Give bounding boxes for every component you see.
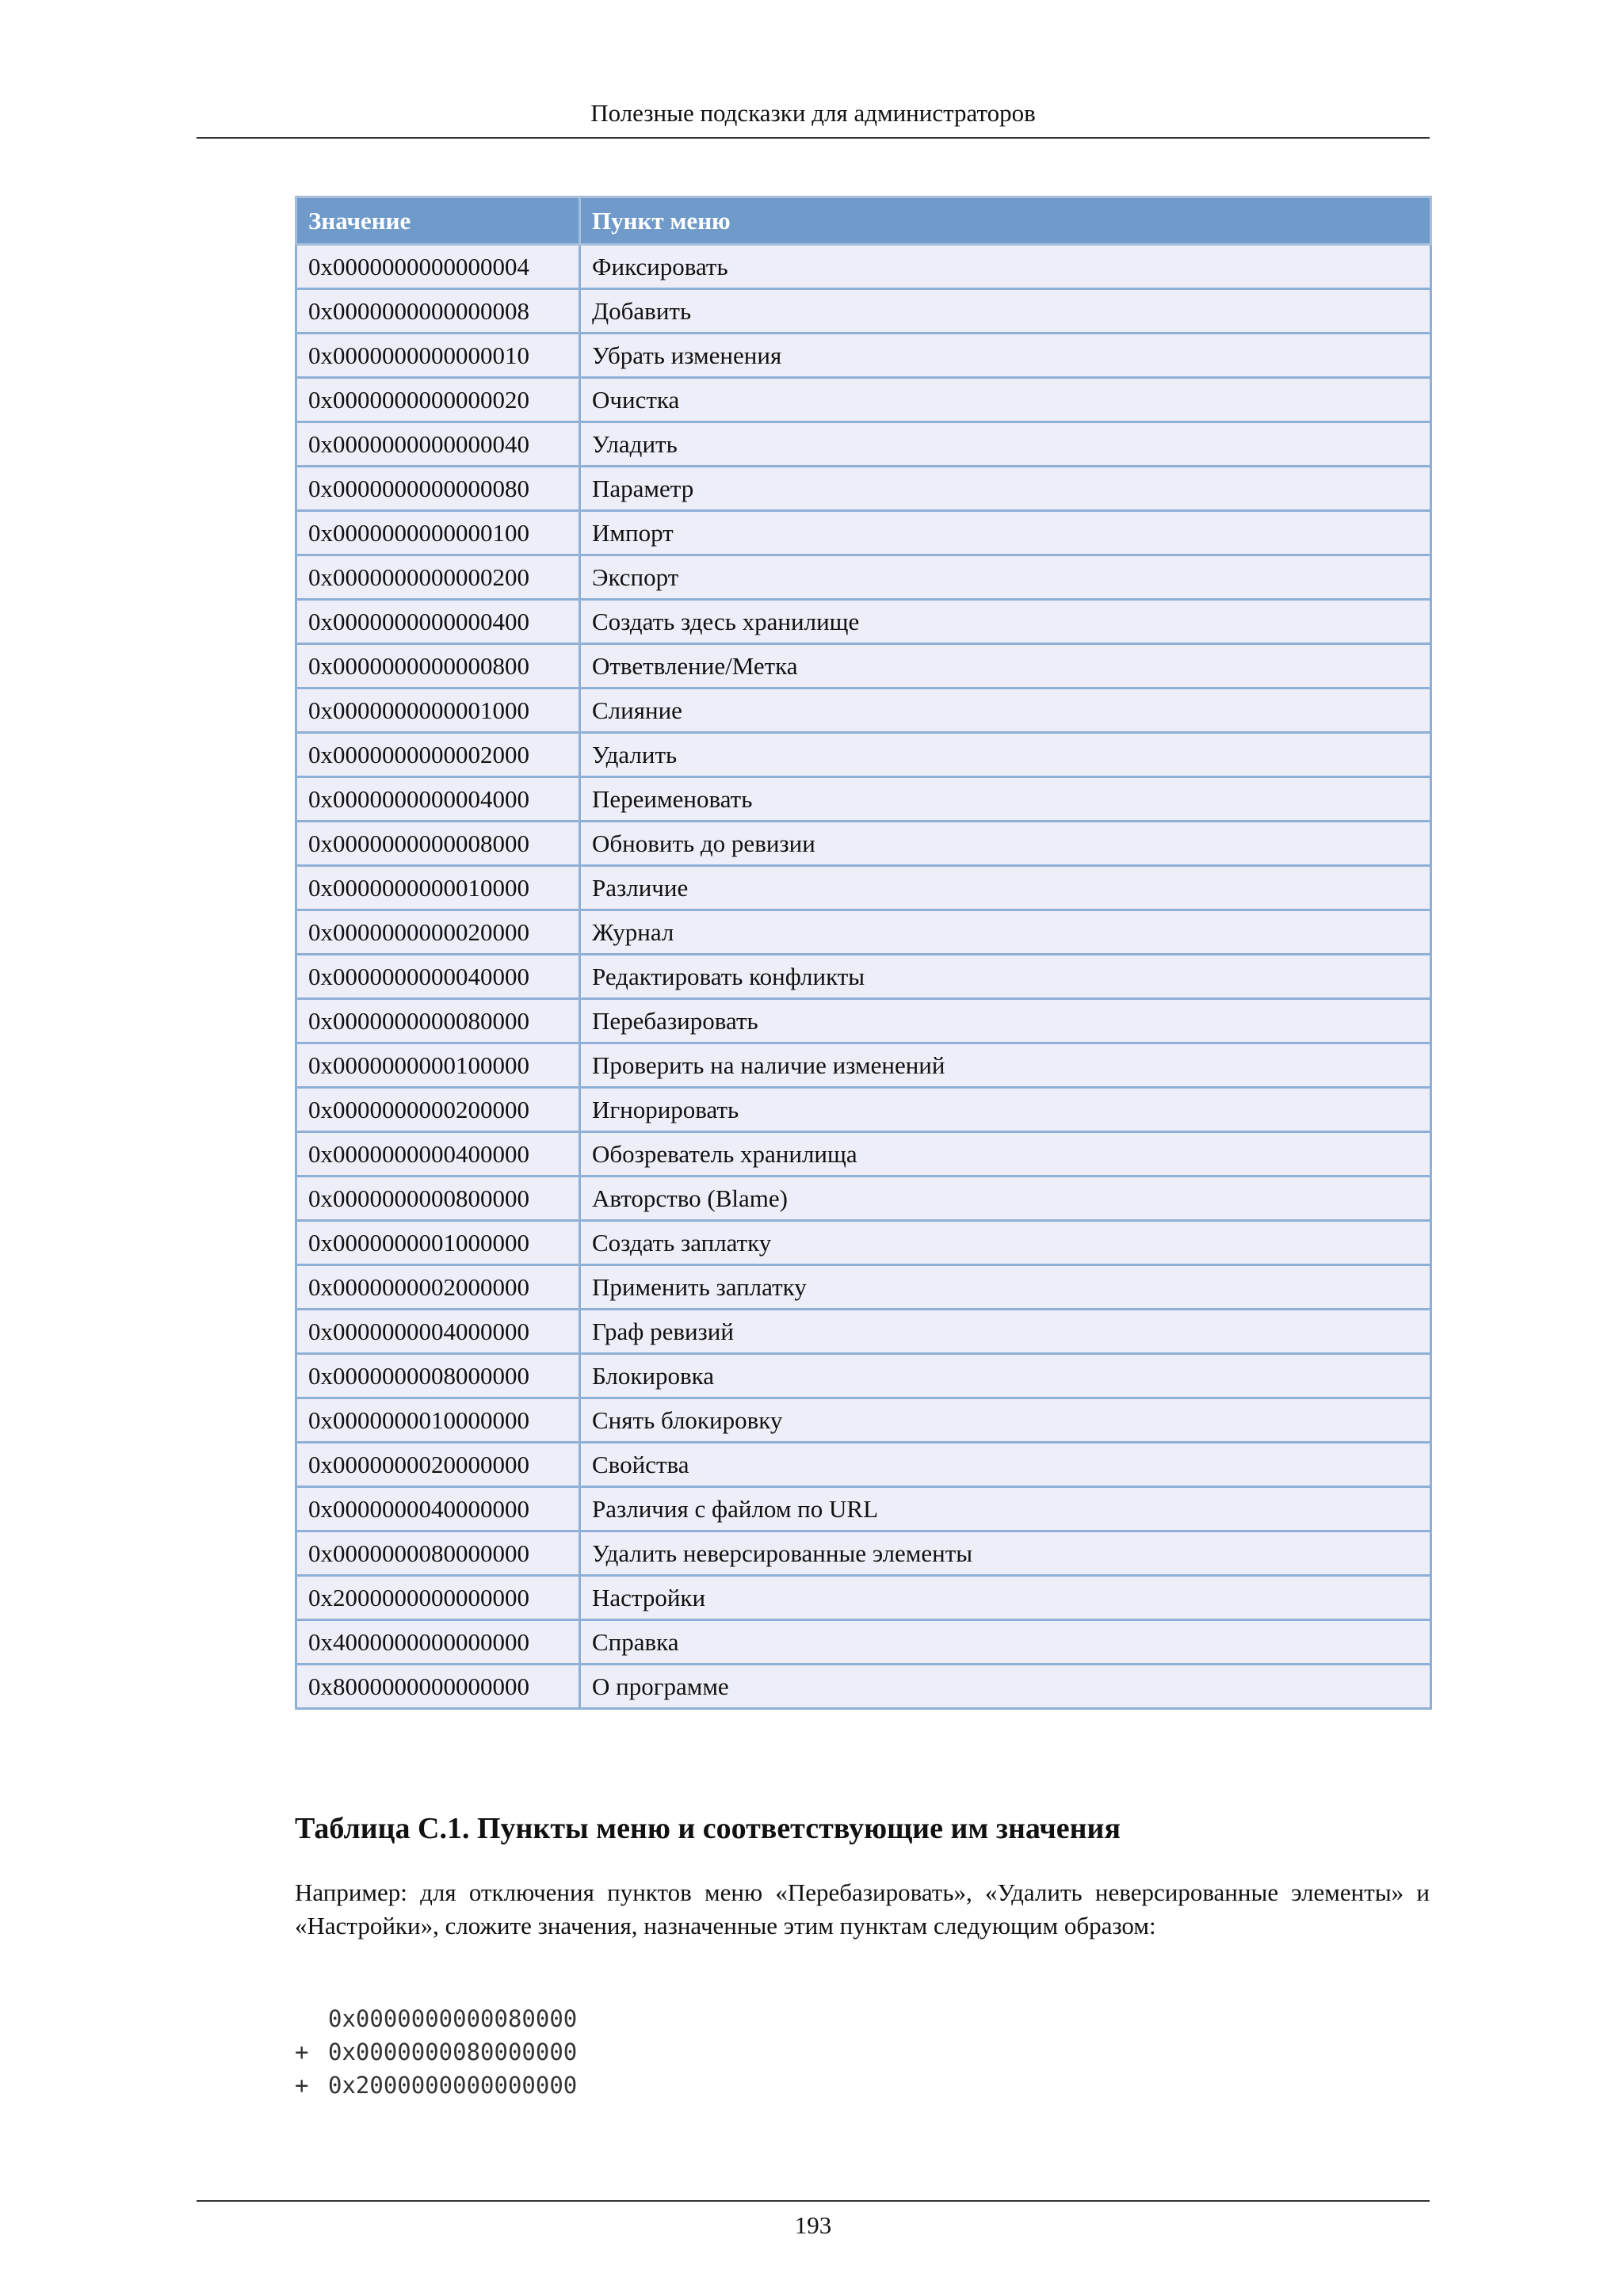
value-cell: 0x0000000000040000 <box>296 955 580 999</box>
column-header-value: Значение <box>296 197 580 245</box>
value-cell: 0x0000000000800000 <box>296 1177 580 1221</box>
menu-item-cell: Очистка <box>580 378 1431 422</box>
table-row <box>296 1398 1431 1443</box>
menu-item-cell: Журнал <box>580 910 1431 955</box>
menu-item-cell: Перебазировать <box>580 999 1431 1043</box>
menu-values-table <box>295 196 1432 1710</box>
value-cell: 0x0000000004000000 <box>296 1310 580 1354</box>
menu-item-cell: Различия с файлом по URL <box>580 1487 1431 1531</box>
menu-item-cell: Проверить на наличие изменений <box>580 1043 1431 1088</box>
table-row <box>296 1665 1431 1709</box>
table-row <box>296 777 1431 822</box>
header-divider <box>197 137 1430 139</box>
value-cell: 0x0000000000400000 <box>296 1132 580 1177</box>
table-row <box>296 1443 1431 1487</box>
menu-item-cell: Создать здесь хранилище <box>580 600 1431 644</box>
menu-item-cell: Импорт <box>580 511 1431 555</box>
table-row <box>296 1576 1431 1620</box>
value-cell: 0x0000000000000800 <box>296 644 580 688</box>
menu-item-cell: Снять блокировку <box>580 1398 1431 1443</box>
table-row <box>296 511 1431 555</box>
table-row <box>296 1265 1431 1310</box>
menu-item-cell: Уладить <box>580 422 1431 467</box>
value-cell: 0x0000000008000000 <box>296 1354 580 1398</box>
menu-item-cell: Экспорт <box>580 555 1431 600</box>
value-cell: 0x0000000000000040 <box>296 422 580 467</box>
menu-item-cell: Слияние <box>580 688 1431 733</box>
code-line <box>295 2069 577 2102</box>
table-row <box>296 555 1431 600</box>
table-row <box>296 334 1431 378</box>
page-number: 193 <box>794 2211 832 2239</box>
table-row <box>296 1354 1431 1398</box>
menu-item-cell: Создать заплатку <box>580 1221 1431 1265</box>
value-cell: 0x0000000000000400 <box>296 600 580 644</box>
menu-item-cell: О программе <box>580 1665 1431 1709</box>
menu-item-cell: Настройки <box>580 1576 1431 1620</box>
value-cell: 0x0000000000001000 <box>296 688 580 733</box>
value-cell: 0x0000000000000020 <box>296 378 580 422</box>
table-row <box>296 600 1431 644</box>
table-row <box>296 1487 1431 1531</box>
value-cell: 0x0000000000000080 <box>296 467 580 511</box>
code-example <box>295 2002 577 2102</box>
code-value: 0x0000000080000000 <box>328 2039 578 2065</box>
menu-item-cell: Убрать изменения <box>580 334 1431 378</box>
value-cell: 0x0000000000020000 <box>296 910 580 955</box>
table-header-row <box>296 197 1431 245</box>
code-operator: + <box>295 2039 309 2065</box>
menu-item-cell: Справка <box>580 1620 1431 1665</box>
menu-item-cell: Удалить неверсированные элементы <box>580 1531 1431 1576</box>
menu-item-cell: Удалить <box>580 733 1431 777</box>
footer-divider <box>197 2200 1430 2202</box>
value-cell: 0x0000000000008000 <box>296 822 580 866</box>
table-caption: Таблица C.1. Пункты меню и соответствующие им значения <box>295 1812 1121 1845</box>
code-value: 0x2000000000000000 <box>328 2072 578 2099</box>
menu-item-cell: Авторство (Blame) <box>580 1177 1431 1221</box>
value-cell: 0x0000000001000000 <box>296 1221 580 1265</box>
table-row <box>296 378 1431 422</box>
table-row <box>296 910 1431 955</box>
menu-item-cell: Фиксировать <box>580 245 1431 289</box>
menu-item-cell: Блокировка <box>580 1354 1431 1398</box>
table-row <box>296 955 1431 999</box>
table-row <box>296 1132 1431 1177</box>
menu-item-cell: Различие <box>580 866 1431 910</box>
menu-item-cell: Ответвление/Метка <box>580 644 1431 688</box>
value-cell: 0x0000000000000004 <box>296 245 580 289</box>
value-cell: 0x0000000000000010 <box>296 334 580 378</box>
table-row <box>296 822 1431 866</box>
value-cell: 0x0000000000200000 <box>296 1088 580 1132</box>
menu-item-cell: Параметр <box>580 467 1431 511</box>
menu-item-cell: Граф ревизий <box>580 1310 1431 1354</box>
menu-item-cell: Обновить до ревизии <box>580 822 1431 866</box>
value-cell: 0x4000000000000000 <box>296 1620 580 1665</box>
table-row <box>296 688 1431 733</box>
table-row <box>296 422 1431 467</box>
table-row <box>296 245 1431 289</box>
menu-item-cell: Обозреватель хранилища <box>580 1132 1431 1177</box>
value-cell: 0x0000000020000000 <box>296 1443 580 1487</box>
table-row <box>296 289 1431 334</box>
example-paragraph: Например: для отключения пунктов меню «Перебазировать», «Удалить неверсированные элементы» и «Настройки», сложите значения, назначенные этим пунктам следующим образом: <box>295 1878 1430 1939</box>
table-body <box>296 245 1431 1709</box>
value-cell: 0x0000000000010000 <box>296 866 580 910</box>
value-cell: 0x0000000000002000 <box>296 733 580 777</box>
table-row <box>296 1310 1431 1354</box>
running-header: Полезные подсказки для администраторов <box>590 99 1036 127</box>
value-cell: 0x0000000010000000 <box>296 1398 580 1443</box>
value-cell: 0x0000000000000008 <box>296 289 580 334</box>
value-cell: 0x2000000000000000 <box>296 1576 580 1620</box>
table-row <box>296 1531 1431 1576</box>
table-row <box>296 1620 1431 1665</box>
value-cell: 0x0000000000100000 <box>296 1043 580 1088</box>
table-row <box>296 866 1431 910</box>
value-cell: 0x0000000040000000 <box>296 1487 580 1531</box>
menu-item-cell: Переименовать <box>580 777 1431 822</box>
value-cell: 0x0000000000004000 <box>296 777 580 822</box>
value-cell: 0x0000000080000000 <box>296 1531 580 1576</box>
value-cell: 0x0000000000000200 <box>296 555 580 600</box>
table-row <box>296 733 1431 777</box>
value-cell: 0x8000000000000000 <box>296 1665 580 1709</box>
table-row <box>296 1043 1431 1088</box>
menu-item-cell: Добавить <box>580 289 1431 334</box>
menu-item-cell: Применить заплатку <box>580 1265 1431 1310</box>
table-row <box>296 644 1431 688</box>
value-cell: 0x0000000002000000 <box>296 1265 580 1310</box>
table-row <box>296 1221 1431 1265</box>
table-row <box>296 1177 1431 1221</box>
value-cell: 0x0000000000000100 <box>296 511 580 555</box>
menu-item-cell: Редактировать конфликты <box>580 955 1431 999</box>
code-operator: + <box>295 2072 309 2099</box>
menu-item-cell: Свойства <box>580 1443 1431 1487</box>
column-header-menu-item: Пункт меню <box>580 197 1431 245</box>
table-row <box>296 999 1431 1043</box>
table-row <box>296 467 1431 511</box>
code-value: 0x0000000000080000 <box>328 2005 578 2032</box>
value-cell: 0x0000000000080000 <box>296 999 580 1043</box>
table-row <box>296 1088 1431 1132</box>
menu-item-cell: Игнорировать <box>580 1088 1431 1132</box>
code-line <box>295 2002 577 2035</box>
code-line <box>295 2035 577 2069</box>
